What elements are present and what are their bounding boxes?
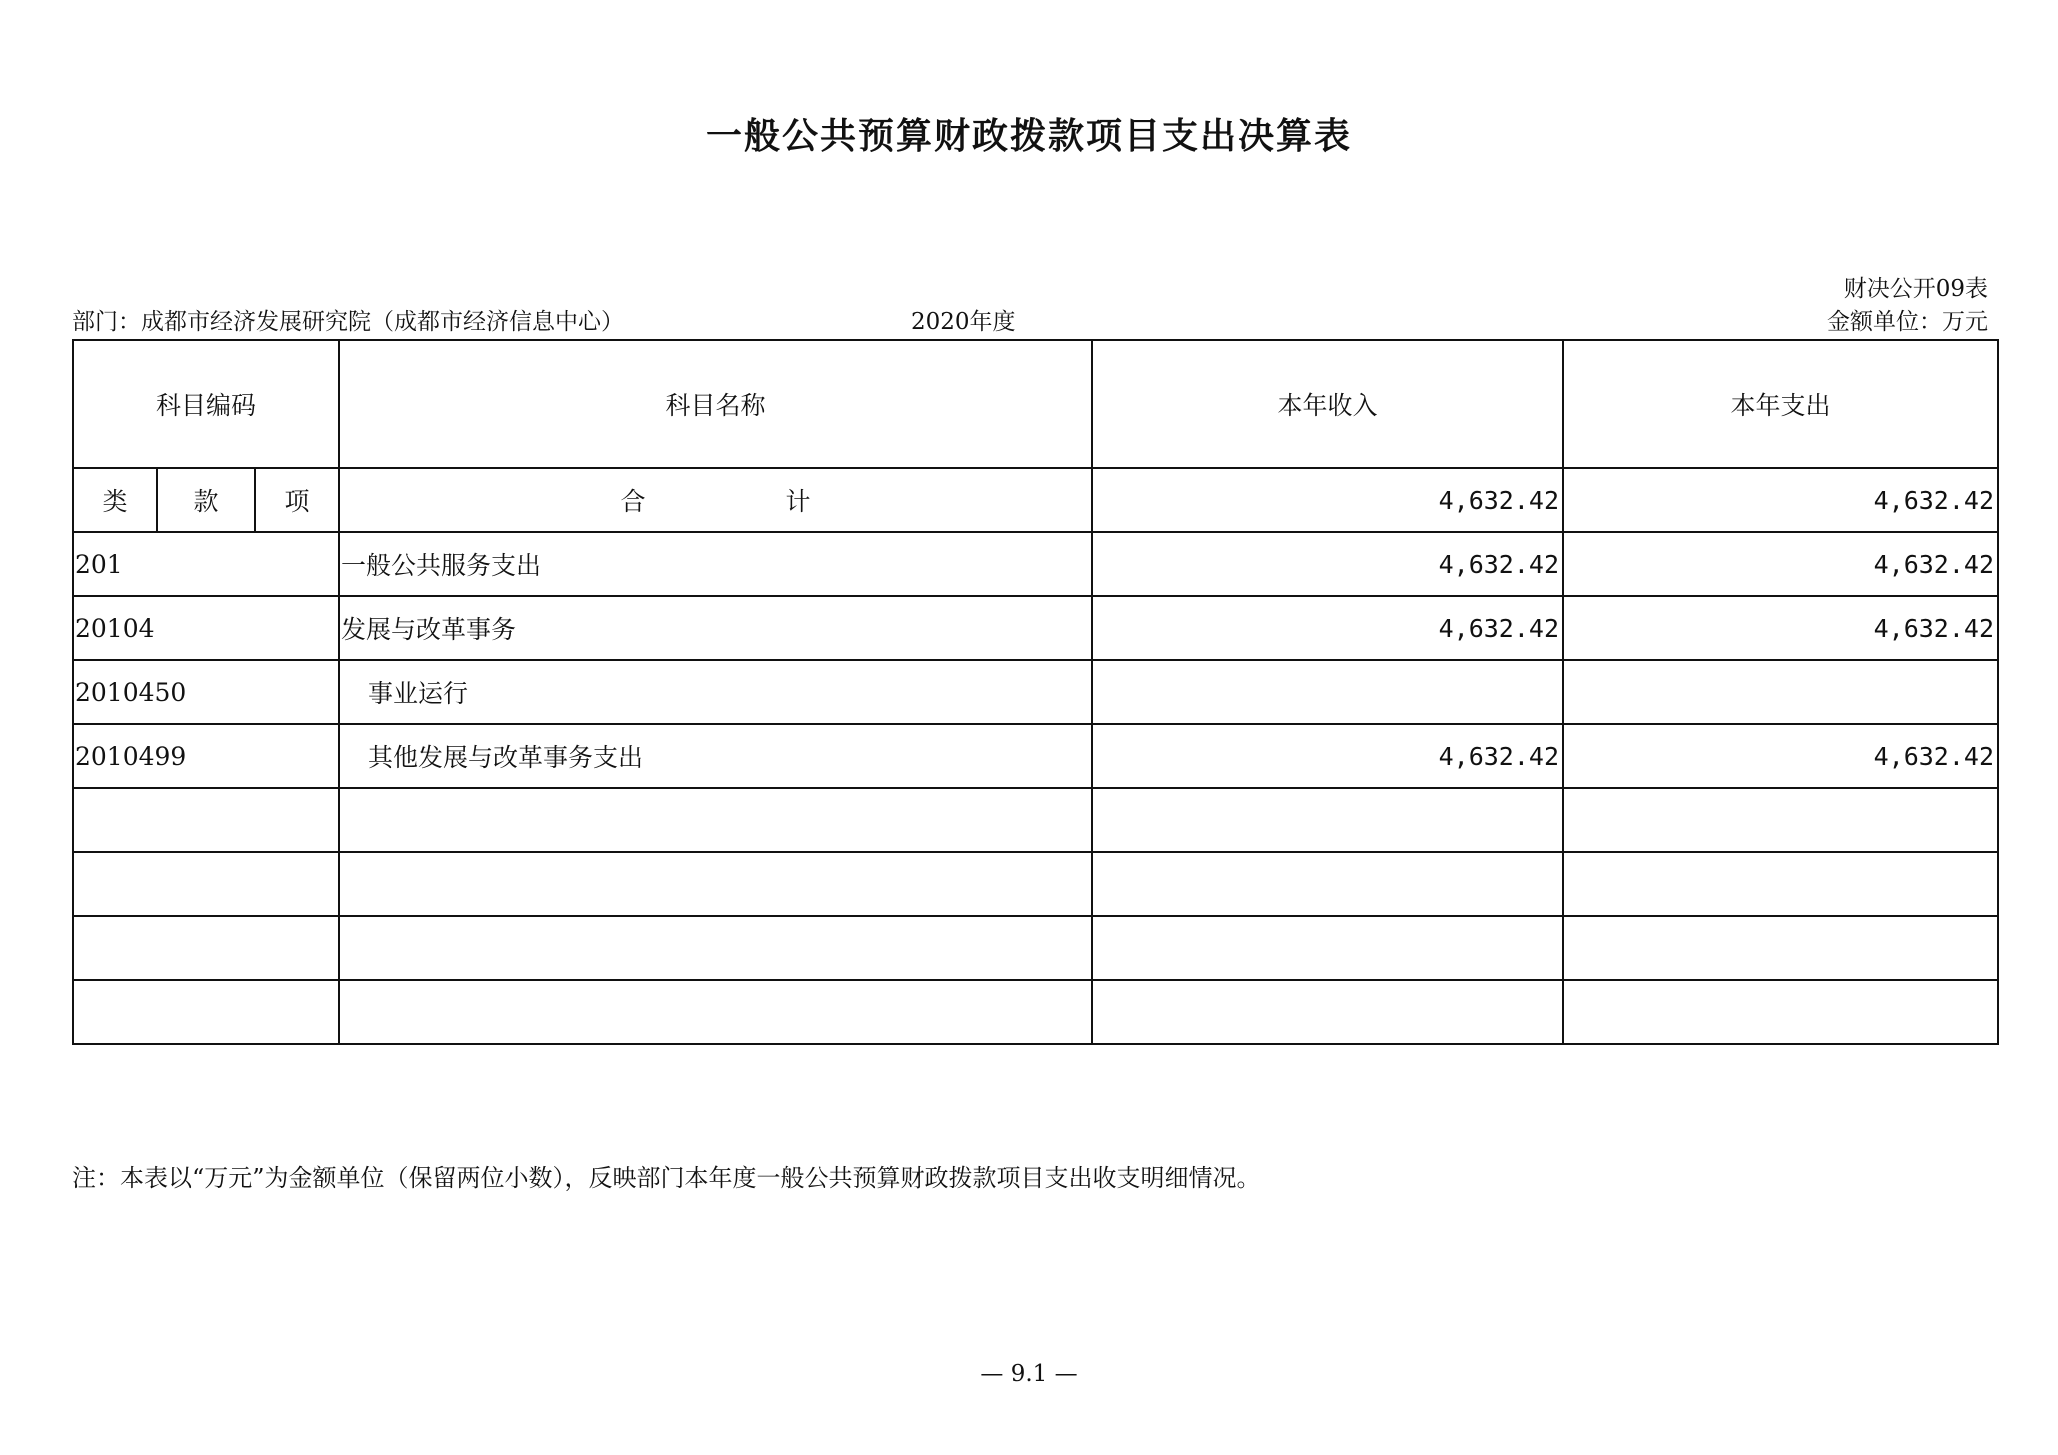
table-row [73,532,1998,596]
row-name: 发展与改革事务 [339,596,1092,660]
row-expense: 4,632.42 [1563,532,1998,596]
row-code: 201 [73,532,339,596]
row-expense: 4,632.42 [1563,724,1998,788]
total-label: 合 计 [339,468,1092,532]
expenditure-table [72,339,1999,1045]
row-code: 2010499 [73,724,339,788]
row-expense [1563,660,1998,724]
row-income [1092,660,1563,724]
total-income: 4,632.42 [1092,468,1563,532]
page-title: 一般公共预算财政拨款项目支出决算表 [705,116,1352,157]
header-subject-code: 科目编码 [73,340,339,468]
row-name: 其他发展与改革事务支出 [339,724,1092,788]
header-subject-name: 科目名称 [339,340,1092,468]
row-income: 4,632.42 [1092,596,1563,660]
form-number: 财决公开09表 [1843,276,1988,302]
page-number: — 9.1 — [980,1361,1078,1387]
row-name: 事业运行 [339,660,1092,724]
department-label: 部门：成都市经济发展研究院（成都市经济信息中心） [72,309,624,335]
header-expense: 本年支出 [1563,340,1998,468]
header-income: 本年收入 [1092,340,1563,468]
empty-row [73,916,1998,980]
header-kuan: 款 [157,468,255,532]
row-code: 2010450 [73,660,339,724]
table-row [73,596,1998,660]
footnote: 注：本表以“万元”为金额单位（保留两位小数），反映部门本年度一般公共预算财政拨款项目支出收支明细情况。 [72,1164,1261,1192]
header-lei: 类 [73,468,157,532]
fiscal-year: 2020年度 [911,309,1016,335]
table-row [73,724,1998,788]
header-xiang: 项 [255,468,339,532]
empty-row [73,852,1998,916]
row-code: 20104 [73,596,339,660]
empty-row [73,788,1998,852]
row-name: 一般公共服务支出 [339,532,1092,596]
amount-unit: 金额单位：万元 [1827,309,1988,335]
total-expense: 4,632.42 [1563,468,1998,532]
row-income: 4,632.42 [1092,532,1563,596]
row-expense: 4,632.42 [1563,596,1998,660]
table-row [73,660,1998,724]
empty-row [73,980,1998,1044]
row-income: 4,632.42 [1092,724,1563,788]
total-row [73,468,1998,532]
